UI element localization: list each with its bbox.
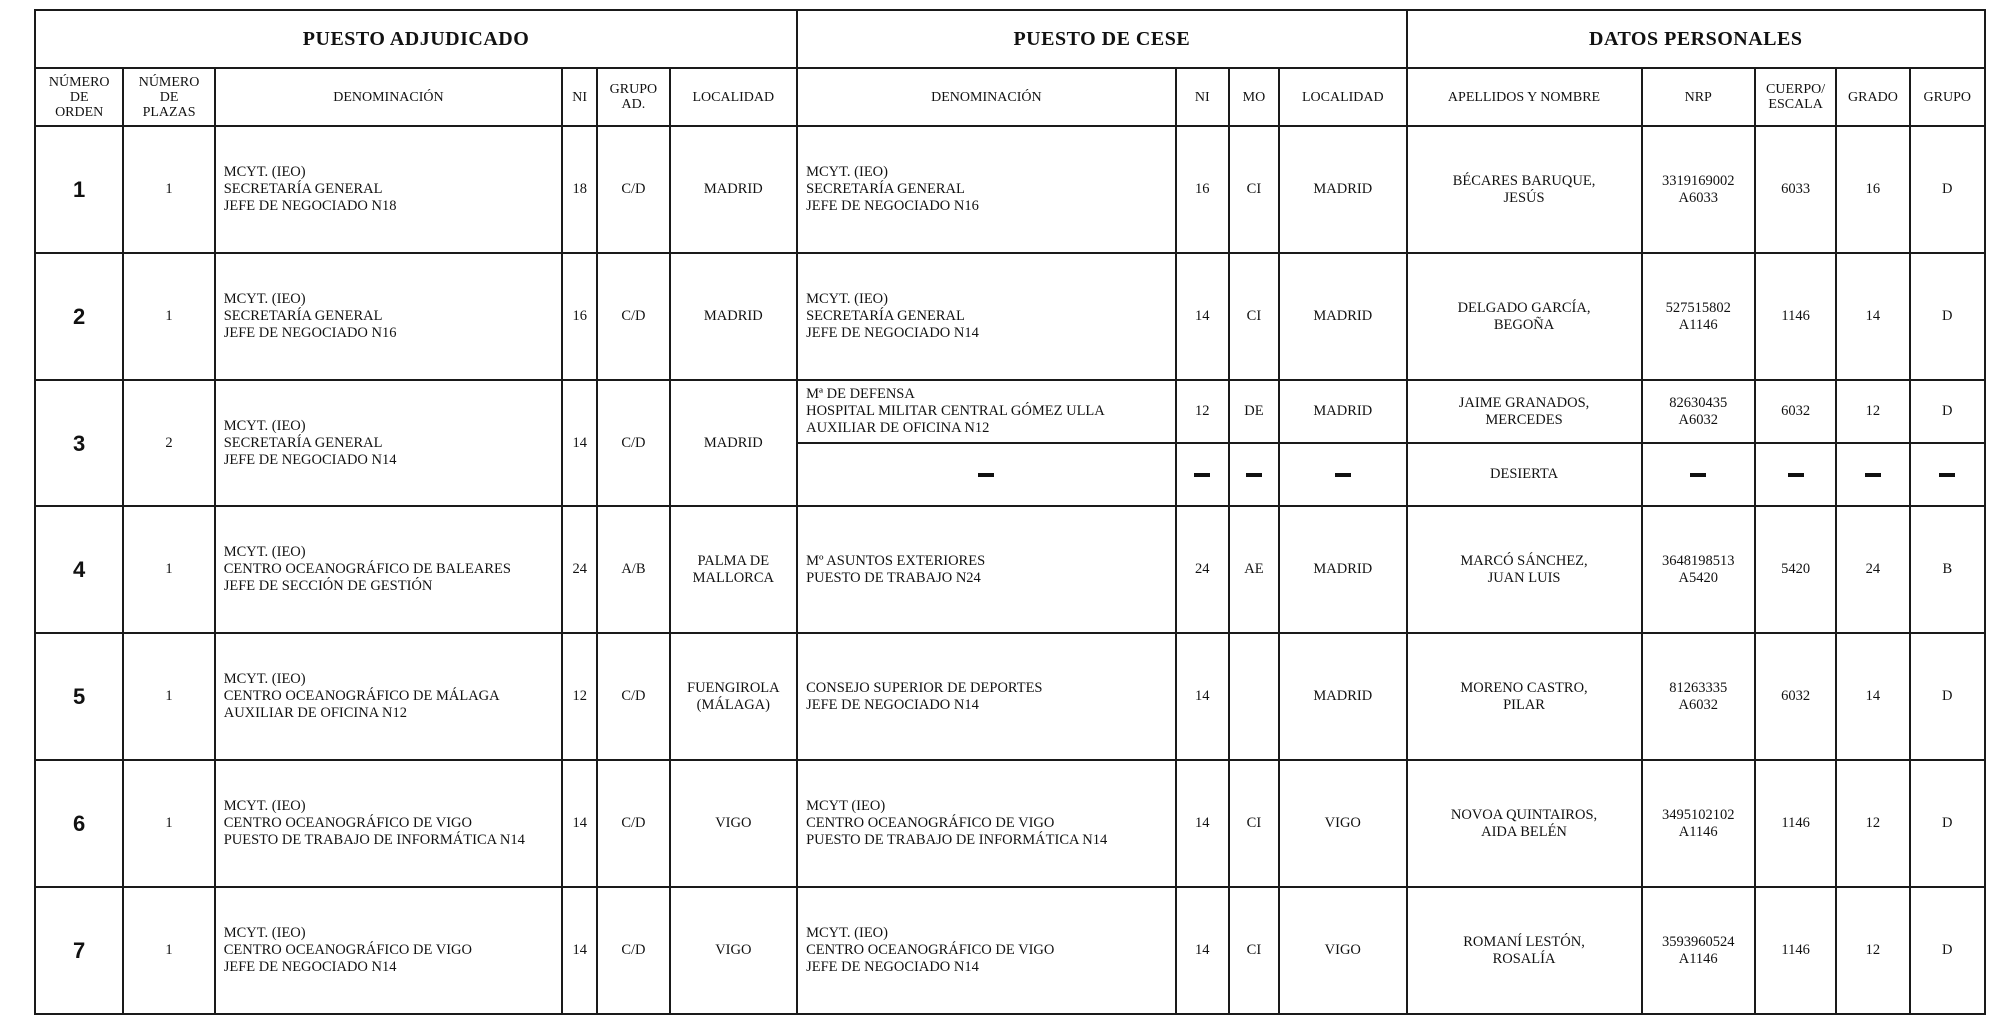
ni-cell: 14 [562,760,597,887]
grado-cell: 14 [1836,633,1909,760]
table-row [35,633,1985,760]
ni-cell: 24 [562,506,597,633]
plazas-count: 1 [123,126,214,253]
cuerpo-cell: 6032 [1755,380,1836,443]
nrp-cell: 3593960524 A1146 [1642,887,1755,1014]
grupo-cell: D [1910,380,1985,443]
cese-ni-cell: 16 [1176,126,1229,253]
denominacion-cell: MCYT. (IEO) CENTRO OCEANOGRÁFICO DE VIGO JEFE DE NEGOCIADO N14 [215,887,562,1014]
col-numero-plazas: NÚMERO DE PLAZAS [123,68,214,126]
nrp-cell: 82630435 A6032 [1642,380,1755,443]
cese-denominacion-cell: MCYT (IEO) CENTRO OCEANOGRÁFICO DE VIGO PUESTO DE TRABAJO DE INFORMÁTICA N14 [797,760,1176,887]
cese-localidad-cell: MADRID [1279,253,1407,380]
col-numero-orden: NÚMERO DE ORDEN [35,68,123,126]
dash-mark [1194,473,1210,477]
grado-cell: 14 [1836,253,1909,380]
localidad-cell: MADRID [670,380,798,506]
grado-cell: 12 [1836,887,1909,1014]
plazas-count: 1 [123,633,214,760]
cese-ni-empty [1176,443,1229,506]
nombre-cell: MARCÓ SÁNCHEZ, JUAN LUIS [1407,506,1642,633]
denominacion-cell: MCYT. (IEO) SECRETARÍA GENERAL JEFE DE NEGOCIADO N14 [215,380,562,506]
dash-mark [1788,473,1804,477]
mo-cell: CI [1229,253,1279,380]
cese-ni-cell: 14 [1176,760,1229,887]
cese-ni-cell: 14 [1176,887,1229,1014]
cuerpo-cell: 1146 [1755,253,1836,380]
grupo-ad-cell: A/B [597,506,669,633]
grupo-cell: D [1910,253,1985,380]
col-mo: MO [1229,68,1279,126]
nrp-cell: 81263335 A6032 [1642,633,1755,760]
nombre-cell: MORENO CASTRO, PILAR [1407,633,1642,760]
grado-cell: 12 [1836,760,1909,887]
cese-localidad-cell: MADRID [1279,506,1407,633]
grupo-cell: D [1910,126,1985,253]
grupo-ad-cell: C/D [597,887,669,1014]
cese-denominacion-cell: MCYT. (IEO) CENTRO OCEANOGRÁFICO DE VIGO JEFE DE NEGOCIADO N14 [797,887,1176,1014]
cese-denominacion-empty [797,443,1176,506]
dash-mark [1690,473,1706,477]
order-number: 1 [35,126,123,253]
mo-cell: DE [1229,380,1279,443]
cese-denominacion-cell: MCYT. (IEO) SECRETARÍA GENERAL JEFE DE NEGOCIADO N14 [797,253,1176,380]
cese-localidad-cell: MADRID [1279,126,1407,253]
grupo-ad-cell: C/D [597,126,669,253]
dash-mark [978,473,994,477]
nombre-cell: BÉCARES BARUQUE, JESÚS [1407,126,1642,253]
cese-localidad-cell: VIGO [1279,760,1407,887]
order-number: 3 [35,380,123,506]
group-header-row [35,10,1985,68]
grado-cell: 16 [1836,126,1909,253]
nombre-cell: NOVOA QUINTAIROS, AIDA BELÉN [1407,760,1642,887]
grado-cell: 24 [1836,506,1909,633]
grupo-ad-cell: C/D [597,253,669,380]
grupo-ad-cell: C/D [597,380,669,506]
plazas-count: 1 [123,760,214,887]
nrp-cell: 3495102102 A1146 [1642,760,1755,887]
table-row [35,506,1985,633]
ni-cell: 14 [562,380,597,506]
table-row [35,887,1985,1014]
col-grado: GRADO [1836,68,1909,126]
cuerpo-cell: 5420 [1755,506,1836,633]
nombre-cell: ROMANÍ LESTÓN, ROSALÍA [1407,887,1642,1014]
plazas-count: 2 [123,380,214,506]
mo-cell [1229,633,1279,760]
order-number: 6 [35,760,123,887]
mo-cell: AE [1229,506,1279,633]
dash-mark [1246,473,1262,477]
cese-localidad-cell: VIGO [1279,887,1407,1014]
order-number: 5 [35,633,123,760]
denominacion-cell: MCYT. (IEO) CENTRO OCEANOGRÁFICO DE VIGO PUESTO DE TRABAJO DE INFORMÁTICA N14 [215,760,562,887]
denominacion-cell: MCYT. (IEO) CENTRO OCEANOGRÁFICO DE MÁLAGA AUXILIAR DE OFICINA N12 [215,633,562,760]
assignments-table [34,9,1986,1015]
dash-mark [1335,473,1351,477]
cese-ni-cell: 14 [1176,633,1229,760]
col-apellidos-nombre: APELLIDOS Y NOMBRE [1407,68,1642,126]
table-row [35,126,1985,253]
order-number: 2 [35,253,123,380]
denominacion-cell: MCYT. (IEO) SECRETARÍA GENERAL JEFE DE NEGOCIADO N18 [215,126,562,253]
cuerpo-cell: 6032 [1755,633,1836,760]
nrp-cell: 527515802 A1146 [1642,253,1755,380]
dash-mark [1939,473,1955,477]
cese-ni-cell: 14 [1176,253,1229,380]
col-cese-ni: NI [1176,68,1229,126]
grupo-ad-cell: C/D [597,760,669,887]
ni-cell: 16 [562,253,597,380]
denominacion-cell: MCYT. (IEO) CENTRO OCEANOGRÁFICO DE BALEARES JEFE DE SECCIÓN DE GESTIÓN [215,506,562,633]
plazas-count: 1 [123,253,214,380]
col-cese-denominacion: DENOMINACIÓN [797,68,1176,126]
nrp-cell: 3319169002 A6033 [1642,126,1755,253]
cese-denominacion-cell: MCYT. (IEO) SECRETARÍA GENERAL JEFE DE NEGOCIADO N16 [797,126,1176,253]
table-row [35,760,1985,887]
plazas-count: 1 [123,506,214,633]
cuerpo-cell: 6033 [1755,126,1836,253]
grupo-cell: D [1910,760,1985,887]
nrp-cell: 3648198513 A5420 [1642,506,1755,633]
grupo-cell: D [1910,633,1985,760]
grado-cell: 12 [1836,380,1909,443]
ni-cell: 14 [562,887,597,1014]
col-grupo-ad: GRUPO AD. [597,68,669,126]
cese-localidad-empty [1279,443,1407,506]
cuerpo-cell: 1146 [1755,887,1836,1014]
cese-denominacion-cell: CONSEJO SUPERIOR DE DEPORTES JEFE DE NEGOCIADO N14 [797,633,1176,760]
resolution-table-document [34,9,1986,1015]
table-row [35,253,1985,380]
col-nrp: NRP [1642,68,1755,126]
col-grupo: GRUPO [1910,68,1985,126]
localidad-cell: MADRID [670,253,798,380]
nombre-cell: JAIME GRANADOS, MERCEDES [1407,380,1642,443]
order-number: 7 [35,887,123,1014]
grado-empty [1836,443,1909,506]
grupo-cell: B [1910,506,1985,633]
ni-cell: 12 [562,633,597,760]
plazas-count: 1 [123,887,214,1014]
order-number: 4 [35,506,123,633]
col-localidad: LOCALIDAD [670,68,798,126]
mo-cell: CI [1229,126,1279,253]
denominacion-cell: MCYT. (IEO) SECRETARÍA GENERAL JEFE DE NEGOCIADO N16 [215,253,562,380]
cuerpo-empty [1755,443,1836,506]
localidad-cell: VIGO [670,760,798,887]
dash-mark [1865,473,1881,477]
grupo-empty [1910,443,1985,506]
table-row [35,380,1985,443]
nombre-cell: DELGADO GARCÍA, BEGOÑA [1407,253,1642,380]
cese-denominacion-cell: Mº ASUNTOS EXTERIORES PUESTO DE TRABAJO N24 [797,506,1176,633]
grupo-ad-cell: C/D [597,633,669,760]
col-denominacion: DENOMINACIÓN [215,68,562,126]
col-cese-localidad: LOCALIDAD [1279,68,1407,126]
col-ni: NI [562,68,597,126]
cese-localidad-cell: MADRID [1279,380,1407,443]
cese-ni-cell: 12 [1176,380,1229,443]
localidad-cell: VIGO [670,887,798,1014]
cese-localidad-cell: MADRID [1279,633,1407,760]
localidad-cell: FUENGIROLA (MÁLAGA) [670,633,798,760]
datos-personales-heading: DATOS PERSONALES [1407,10,1985,68]
cuerpo-cell: 1146 [1755,760,1836,887]
localidad-cell: PALMA DE MALLORCA [670,506,798,633]
mo-cell: CI [1229,887,1279,1014]
cese-ni-cell: 24 [1176,506,1229,633]
grupo-cell: D [1910,887,1985,1014]
mo-cell: CI [1229,760,1279,887]
puesto-adjudicado-heading: PUESTO ADJUDICADO [35,10,797,68]
nombre-cell: DESIERTA [1407,443,1642,506]
cese-denominacion-cell: Mª DE DEFENSA HOSPITAL MILITAR CENTRAL GÓMEZ ULLA AUXILIAR DE OFICINA N12 [797,380,1176,443]
puesto-cese-heading: PUESTO DE CESE [797,10,1406,68]
column-header-row [35,68,1985,126]
ni-cell: 18 [562,126,597,253]
col-cuerpo-escala: CUERPO/ ESCALA [1755,68,1836,126]
nrp-empty [1642,443,1755,506]
localidad-cell: MADRID [670,126,798,253]
mo-empty [1229,443,1279,506]
